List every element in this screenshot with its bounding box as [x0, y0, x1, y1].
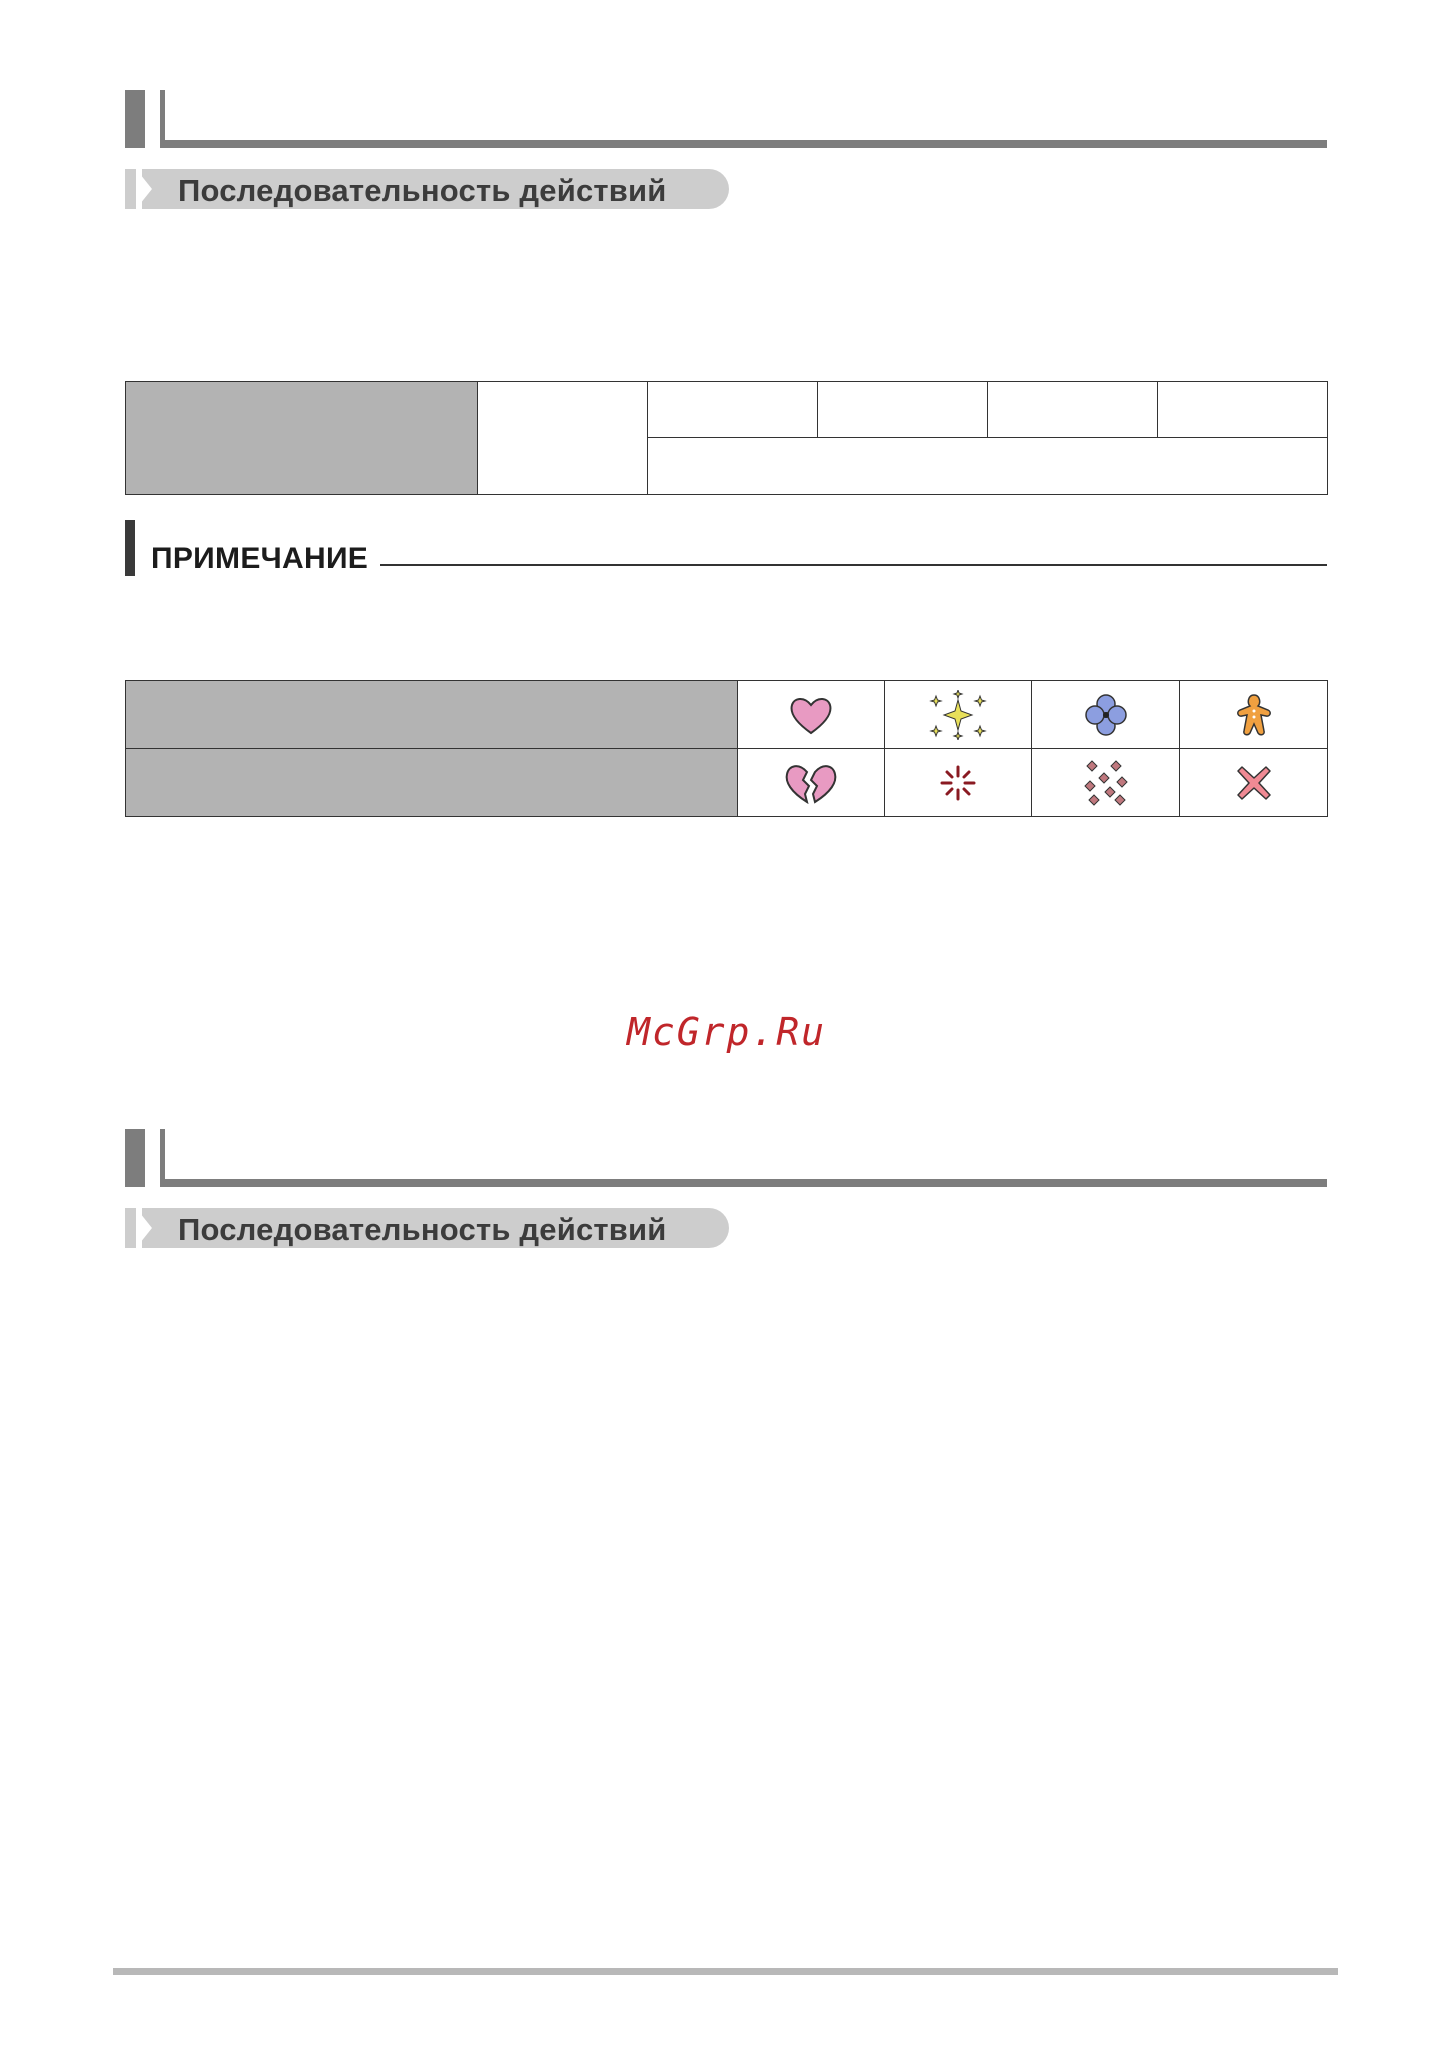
pink-x-icon [1235, 764, 1273, 802]
table-cell [478, 382, 648, 495]
icon-cell [1032, 681, 1180, 749]
table-cell [1158, 382, 1328, 438]
icon-cell [1180, 749, 1328, 817]
table-header-cell [126, 749, 738, 817]
icon-cell [885, 681, 1032, 749]
table-cell [818, 382, 988, 438]
watermark: McGrp.Ru [626, 1010, 827, 1054]
step-label-pill-2 [125, 1208, 729, 1248]
header-block [125, 90, 145, 148]
note-title: ПРИМЕЧАНИЕ [151, 542, 369, 575]
broken-heart-icon [783, 760, 839, 806]
note-bar [125, 520, 135, 576]
step-label-1: Последовательность действий [178, 173, 667, 208]
scattered-diamonds-icon [1082, 759, 1130, 807]
header-rule [160, 1179, 1327, 1187]
heart-icon [788, 694, 834, 736]
table-header-cell [126, 382, 478, 495]
icon-cell [885, 749, 1032, 817]
table-cell [648, 382, 818, 438]
sparkle-star-icon [928, 690, 988, 740]
table-cell [648, 438, 1328, 495]
note-rule [380, 564, 1327, 566]
section-header-1 [125, 90, 1327, 148]
blue-flower-icon [1084, 693, 1128, 737]
icon-cell [1032, 749, 1180, 817]
table-cell [988, 382, 1158, 438]
step-label-2: Последовательность действий [178, 1212, 667, 1247]
header-block [125, 1129, 145, 1187]
small-burst-icon [938, 763, 978, 803]
header-rule [160, 140, 1327, 148]
step-label-pill-1 [125, 169, 729, 209]
section-header-2 [125, 1129, 1327, 1187]
icon-table [125, 680, 1328, 817]
gingerbread-icon [1234, 693, 1274, 737]
icon-cell [1180, 681, 1328, 749]
table-header-cell [126, 681, 738, 749]
icon-cell [738, 681, 885, 749]
settings-table [125, 381, 1328, 495]
footer-rule [113, 1968, 1338, 1975]
icon-cell [738, 749, 885, 817]
note-header [125, 520, 1327, 578]
